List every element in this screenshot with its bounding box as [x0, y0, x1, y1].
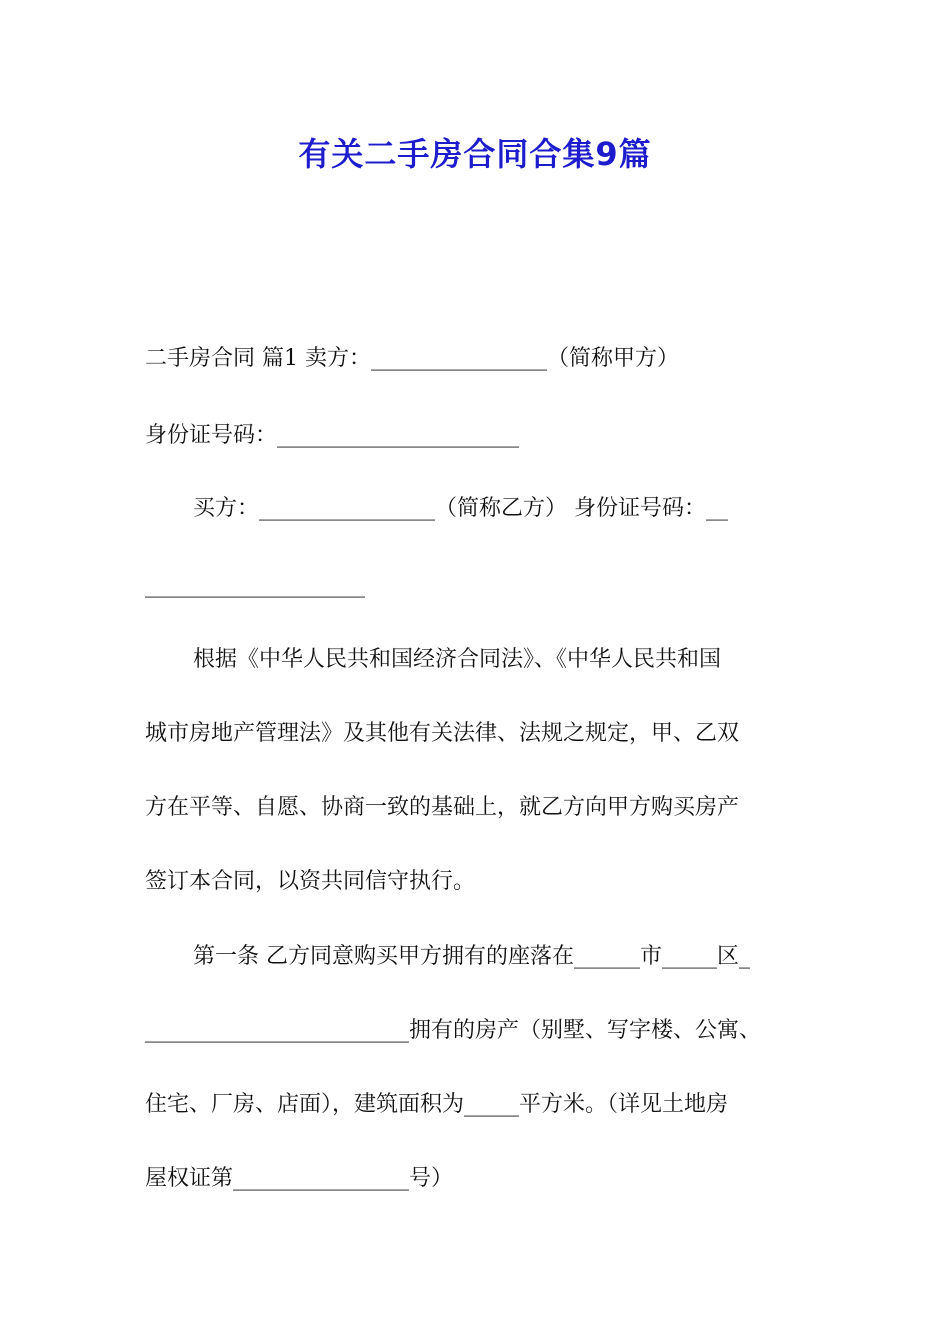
paragraph-legal-basis-line-3: 方在平等、自愿、协商一致的基础上，就乙方向甲方购买房产: [145, 795, 740, 820]
article-one-line-1: 第一条 乙方同意购买甲方拥有的座落在______市_____区_: [193, 944, 750, 969]
contract-heading-seller-line: 二手房合同 篇1 卖方：________________（简称甲方）: [145, 346, 679, 371]
seller-id-line: 身份证号码：______________________: [145, 423, 520, 448]
article-one-line-4: 屋权证第________________号）: [145, 1166, 454, 1191]
document-title: 有关二手房合同合集9篇: [298, 135, 652, 173]
buyer-id-continuation-line: ____________________: [145, 573, 365, 598]
buyer-line: 买方：________________（简称乙方） 身份证号码：__: [193, 496, 728, 521]
article-one-line-2: ________________________拥有的房产（别墅、写字楼、公寓、: [145, 1018, 762, 1043]
article-one-line-3: 住宅、厂房、店面），建筑面积为_____平方米。（详见土地房: [145, 1092, 729, 1117]
paragraph-legal-basis-line-4: 签订本合同，以资共同信守执行。: [145, 869, 476, 894]
paragraph-legal-basis-line-2: 城市房地产管理法》及其他有关法律、法规之规定，甲、乙双: [145, 721, 740, 746]
paragraph-legal-basis-line-1: 根据《中华人民共和国经济合同法》、《中华人民共和国: [193, 647, 722, 672]
